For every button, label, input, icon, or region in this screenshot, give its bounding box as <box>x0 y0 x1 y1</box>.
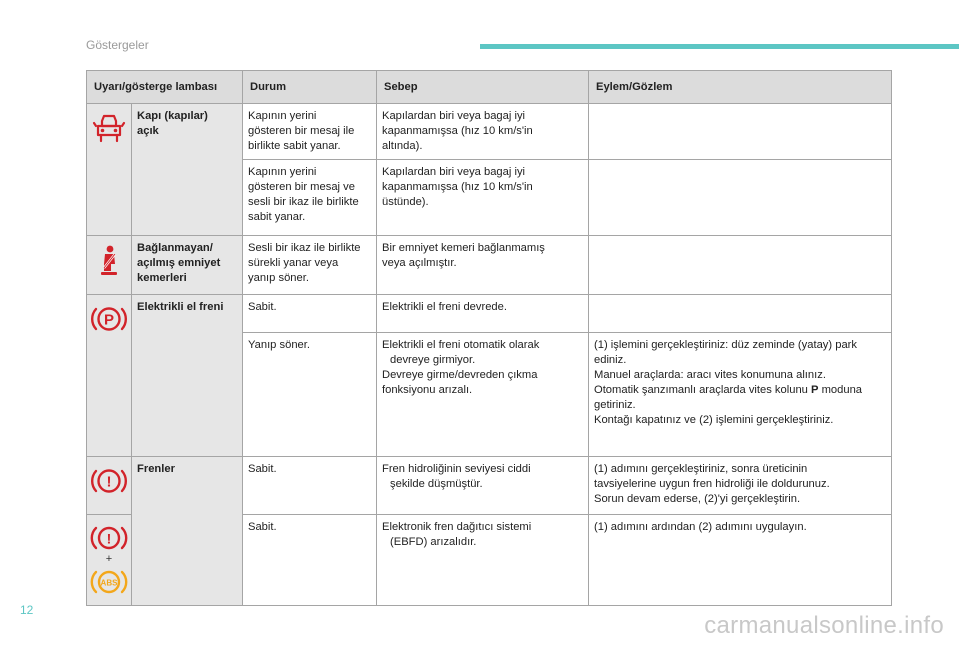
text-line: gösteren bir mesaj ve <box>248 181 355 193</box>
text-line: (EBFD) arızalıdır. <box>390 536 477 548</box>
cause-cell <box>377 104 589 160</box>
text-line: birlikte sabit yanar. <box>248 140 341 152</box>
table-header-row <box>87 71 892 104</box>
text-line: Elektrikli el freni otomatik olarak <box>382 339 540 351</box>
text-line: Kapının yerini <box>248 110 317 122</box>
brake-warning-icon <box>90 465 128 497</box>
text-line: veya açılmıştır. <box>382 257 457 269</box>
parking-brake-letter: P <box>103 311 115 329</box>
text-line: kapanmamışsa (hız 10 km/s'in <box>382 125 533 137</box>
watermark: carmanualsonline.info <box>704 612 944 639</box>
action-cell <box>589 515 892 606</box>
status-cell: Sabit. <box>243 515 377 606</box>
belt-lamp-name <box>132 236 243 295</box>
text-line: Kapılardan biri veya bagaj iyi <box>382 110 526 122</box>
seatbelt-icon <box>96 244 122 278</box>
table-row <box>87 104 892 160</box>
status-cell: Yanıp söner. <box>243 333 377 457</box>
action-cell <box>589 295 892 333</box>
status-cell <box>243 104 377 160</box>
brake-warning-mark: ! <box>106 530 112 547</box>
status-cell <box>243 160 377 236</box>
table-row <box>87 457 892 515</box>
belt-lamp-cell <box>87 236 132 295</box>
cause-cell <box>377 515 589 606</box>
status-cell: Sabit. <box>243 457 377 515</box>
section-title: Göstergeler <box>86 38 149 52</box>
text-line: Devreye girme/devreden çıkma <box>382 369 538 381</box>
table-row <box>87 236 892 295</box>
text-line: Kapının yerini <box>248 166 317 178</box>
text-segment: moduna <box>818 384 863 396</box>
brake-lamp-cell <box>87 457 132 515</box>
text-line: şekilde düşmüştür. <box>390 478 483 490</box>
cause-cell <box>377 457 589 515</box>
ebrake-lamp-cell <box>87 295 132 457</box>
text-segment: Otomatik şanzımanlı araçlarda vites kolunu <box>594 384 812 396</box>
text-line: Manuel araçlarda: aracı vites konumuna alınız. <box>594 369 826 381</box>
text-line <box>594 383 887 398</box>
text-line: tavsiyelerine uygun fren hidroliği ile doldurunuz. <box>594 478 830 490</box>
cause-cell: Elektrikli el freni devrede. <box>377 295 589 333</box>
text-line: Kapılardan biri veya bagaj iyi <box>382 166 526 178</box>
warning-lamps-table <box>86 70 892 606</box>
text-line: Sesli bir ikaz ile birlikte <box>248 242 361 254</box>
text-line: ediniz. <box>594 354 627 366</box>
text-line: fonksiyonu arızalı. <box>382 384 473 396</box>
action-cell <box>589 104 892 160</box>
text-line: (1) işlemini gerçekleştiriniz: düz zeminde (yatay) park <box>594 339 857 351</box>
plus-sign: + <box>105 553 113 565</box>
door-lamp-name <box>132 104 243 236</box>
text-line: sabit yanar. <box>248 211 306 223</box>
belt-name-line: Bağlanmayan/ <box>137 242 213 254</box>
door-name-line: Kapı (kapılar) <box>137 110 208 122</box>
status-cell: Sabit. <box>243 295 377 333</box>
cause-cell <box>377 333 589 457</box>
action-cell <box>589 457 892 515</box>
door-open-icon <box>92 112 126 146</box>
brake-warning-mark: ! <box>106 473 112 491</box>
column-header-status: Durum <box>243 71 377 104</box>
brake-lamp-name: Frenler <box>132 457 243 606</box>
text-line: Bir emniyet kemeri bağlanmamış <box>382 242 545 254</box>
column-header-action: Eylem/Gözlem <box>589 71 892 104</box>
ebrake-lamp-name: Elektrikli el freni <box>132 295 243 457</box>
text-line: sesli bir ikaz ile birlikte <box>248 196 359 208</box>
header-accent-bar <box>480 44 959 49</box>
text-line: Sorun devam ederse, (2)'yi gerçekleştirin. <box>594 493 801 505</box>
text-line: yanıp söner. <box>248 272 309 284</box>
text-line: Fren hidroliğinin seviyesi ciddi <box>382 463 531 475</box>
abs-icon <box>90 567 128 597</box>
brake-warning-icon <box>90 523 128 553</box>
action-cell <box>589 333 892 457</box>
action-cell <box>589 160 892 236</box>
text-line: getiriniz. <box>594 399 636 411</box>
table-row <box>87 295 892 333</box>
text-line: sürekli yanar veya <box>248 257 339 269</box>
text-line: Elektronik fren dağıtıcı sistemi <box>382 521 532 533</box>
column-header-lamp: Uyarı/gösterge lambası <box>87 71 243 104</box>
belt-name-line: açılmış emniyet <box>137 257 221 269</box>
brake-abs-lamp-cell <box>87 515 132 606</box>
parking-brake-icon <box>90 303 128 335</box>
text-line: Kontağı kapatınız ve (2) işlemini gerçekleştiriniz. <box>594 414 834 426</box>
text-line: (1) adımını ardından (2) adımını uygulayın. <box>594 521 807 533</box>
column-header-cause: Sebep <box>377 71 589 104</box>
gear-p-label: P <box>811 384 819 396</box>
belt-name-line: kemerleri <box>137 272 187 284</box>
text-line: kapanmamışsa (hız 10 km/s'in <box>382 181 533 193</box>
cause-cell <box>377 236 589 295</box>
door-lamp-cell <box>87 104 132 236</box>
action-cell <box>589 236 892 295</box>
abs-label: ABS <box>100 578 118 588</box>
door-name-line: açık <box>137 125 159 137</box>
text-line: devreye girmiyor. <box>390 354 476 366</box>
text-line: (1) adımını gerçekleştiriniz, sonra üreticinin <box>594 463 808 475</box>
page-number: 12 <box>20 603 34 617</box>
status-cell <box>243 236 377 295</box>
cause-cell <box>377 160 589 236</box>
text-line: gösteren bir mesaj ile <box>248 125 355 137</box>
text-line: üstünde). <box>382 196 429 208</box>
text-line: altında). <box>382 140 423 152</box>
